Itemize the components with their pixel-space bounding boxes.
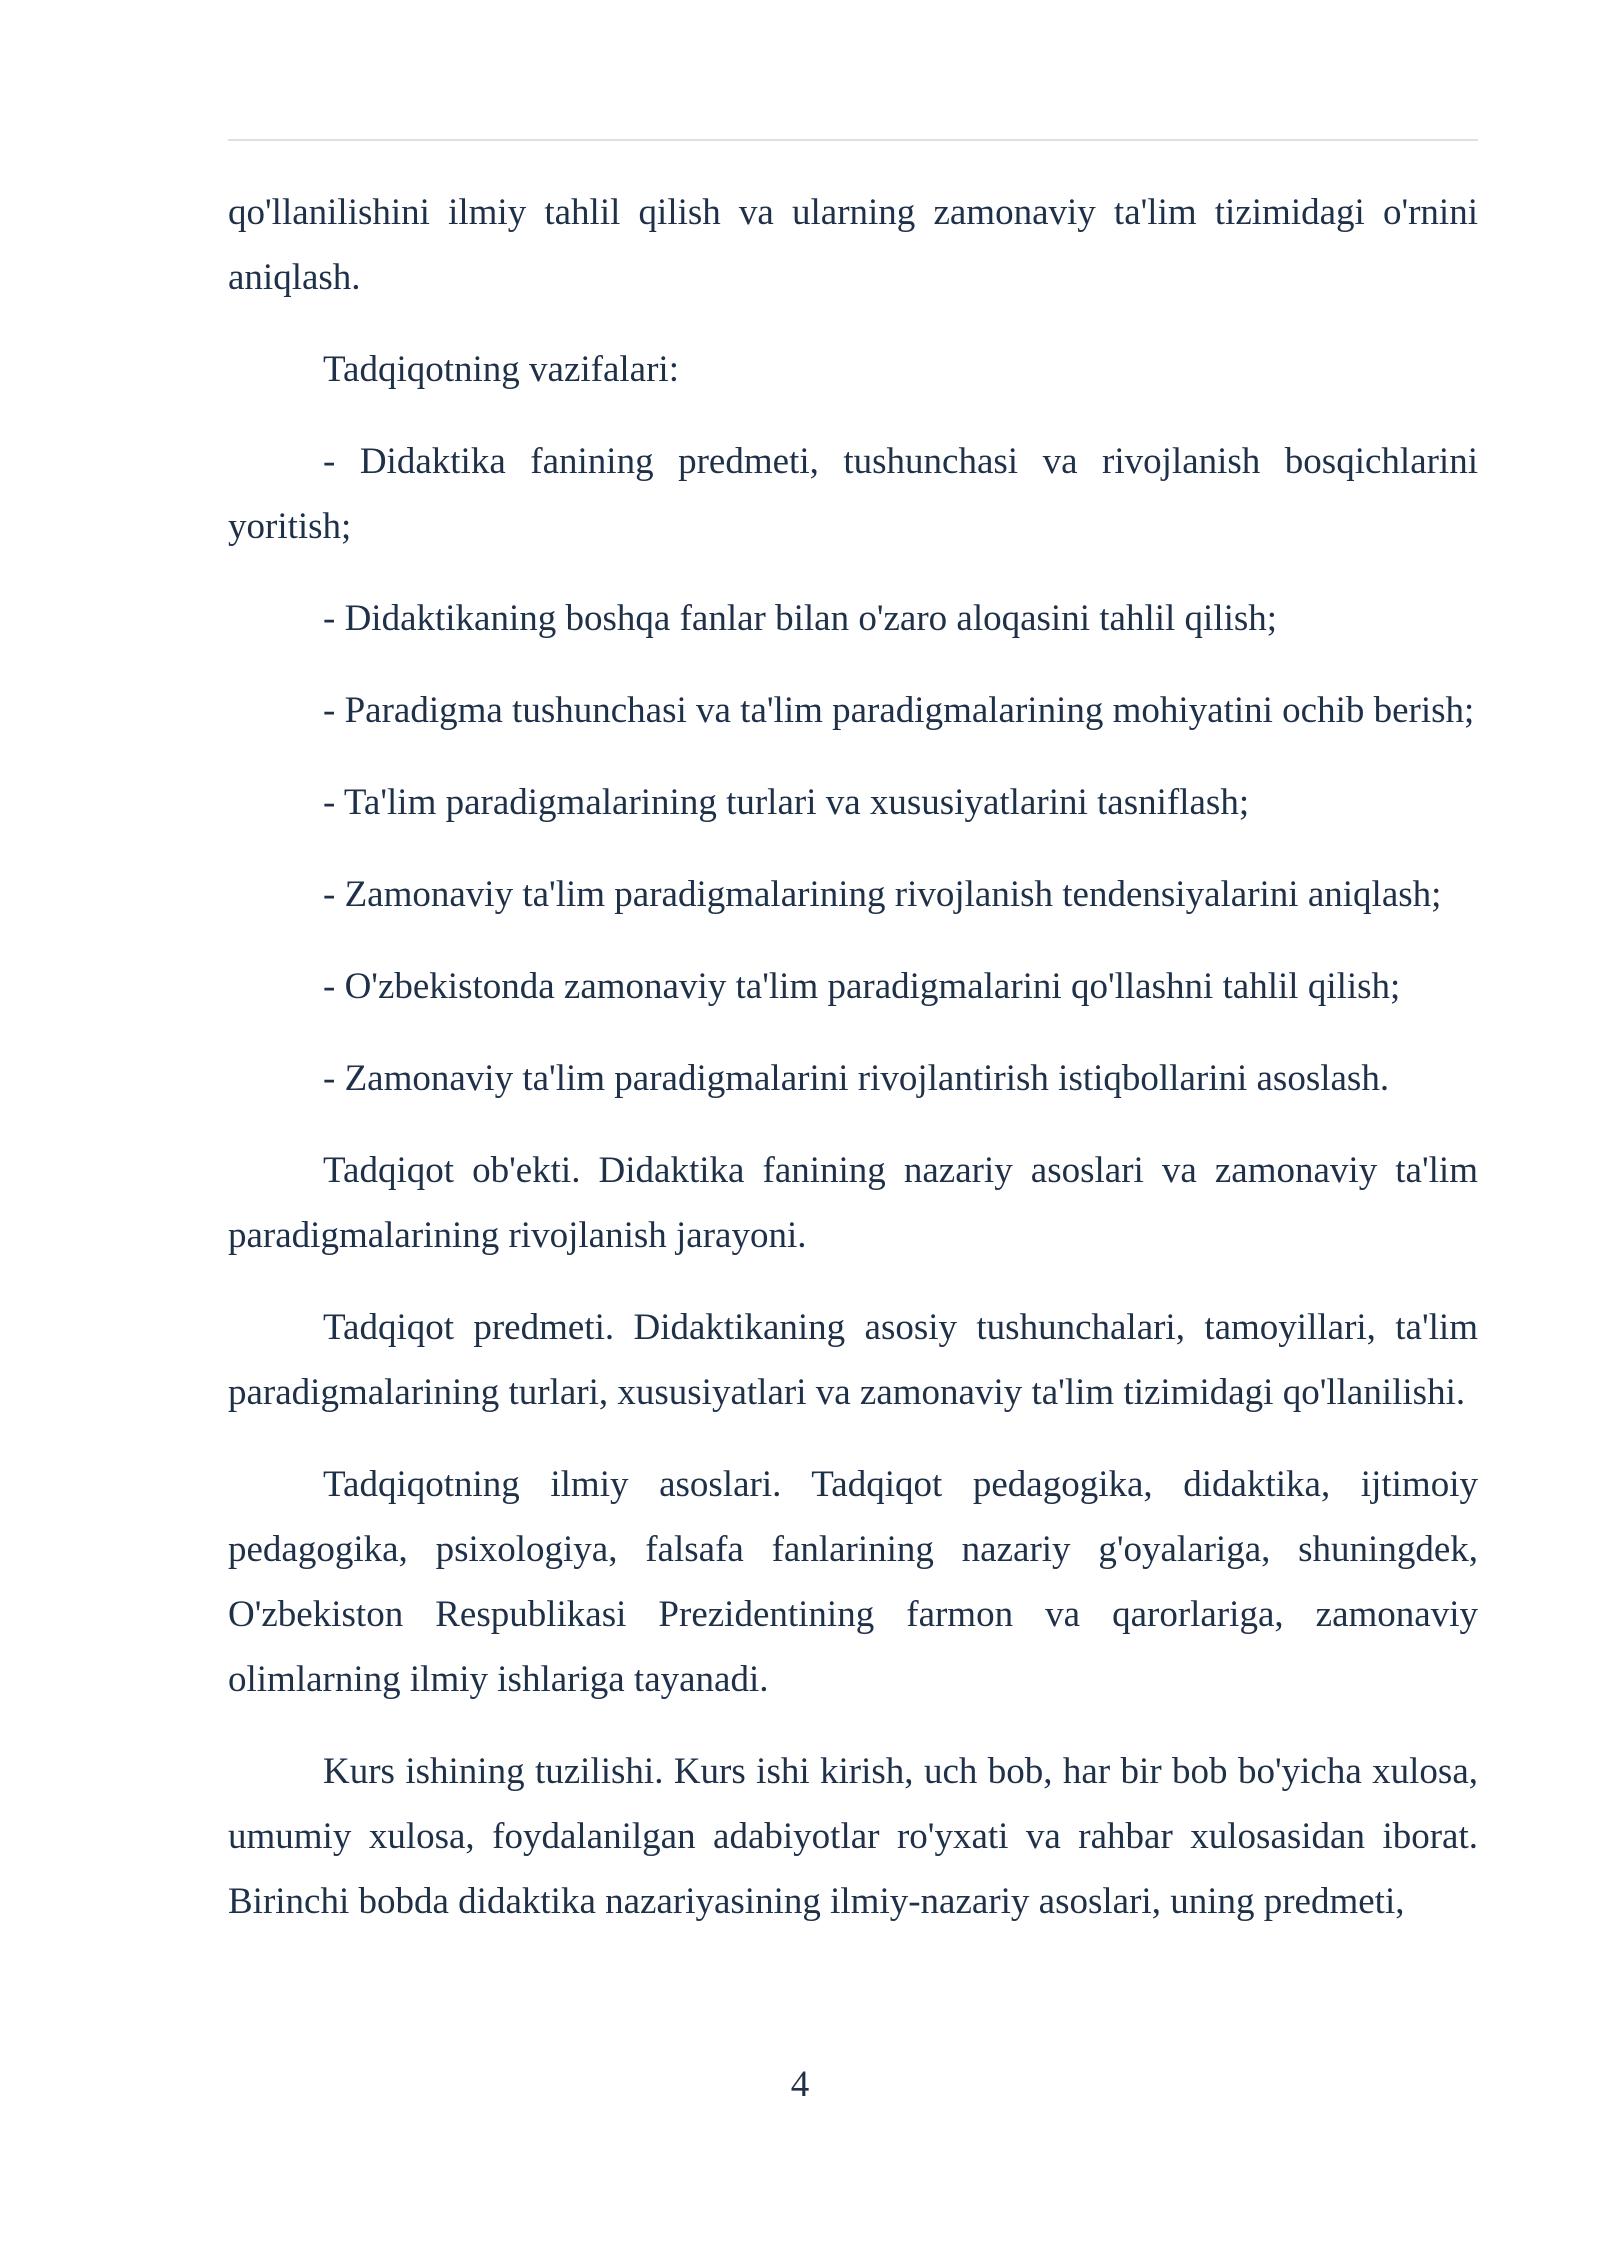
task-item: - O'zbekistonda zamonaviy ta'lim paradigmalarini qo'llashni tahlil qilish;: [323, 966, 1401, 1007]
research-subject-paragraph: Tadqiqot predmeti. Didaktikaning asosiy tushunchalari, tamoyillari, ta'lim paradigmalarining turlari, xususiyatlari va zamonaviy ta'lim tizimidagi qo'llanilishi.: [228, 1307, 1478, 1413]
structure-paragraph: Kurs ishining tuzilishi. Kurs ishi kirish, uch bob, har bir bob bo'yicha xulosa, umumiy xulosa, foydalanilgan adabiyotlar ro'yxati va rahbar xulosasidan iborat. Birinchi bobda didaktika nazariyasining ilmiy-nazariy asoslari, uning predmeti,: [228, 1751, 1478, 1922]
tasks-heading: Tadqiqotning vazifalari:: [323, 349, 679, 390]
task-item: - Zamonaviy ta'lim paradigmalarini rivojlantirish istiqbollarini asoslash.: [323, 1058, 1390, 1099]
task-item: - Didaktika fanining predmeti, tushunchasi va rivojlanish bosqichlarini yoritish;: [228, 441, 1478, 547]
scientific-basis-paragraph: Tadqiqotning ilmiy asoslari. Tadqiqot pedagogika, didaktika, ijtimoiy pedagogika, psixologiya, falsafa fanlarining nazariy g'oyalariga, shuningdek, O'zbekiston Respublikasi Prezidentining farmon va qarorlariga, zamonaviy olimlarning ilmiy ishlariga tayanadi.: [228, 1464, 1478, 1700]
paragraph-continuation: qo'llanilishini ilmiy tahlil qilish va ularning zamonaviy ta'lim tizimidagi o'rnini aniqlash.: [228, 192, 1478, 298]
task-item: - Paradigma tushunchasi va ta'lim paradigmalarining mohiyatini ochib berish;: [323, 690, 1475, 731]
research-object-paragraph: Tadqiqot ob'ekti. Didaktika fanining nazariy asoslari va zamonaviy ta'lim paradigmalarining rivojlanish jarayoni.: [228, 1150, 1478, 1256]
task-item: - Didaktikaning boshqa fanlar bilan o'zaro aloqasini tahlil qilish;: [323, 598, 1278, 639]
page-body: [228, 180, 1478, 1961]
header-divider: [228, 139, 1478, 141]
task-item: - Zamonaviy ta'lim paradigmalarining rivojlanish tendensiyalarini aniqlash;: [323, 874, 1442, 915]
task-item: - Ta'lim paradigmalarining turlari va xususiyatlarini tasniflash;: [323, 782, 1250, 823]
page-number: 4: [790, 2064, 810, 2105]
